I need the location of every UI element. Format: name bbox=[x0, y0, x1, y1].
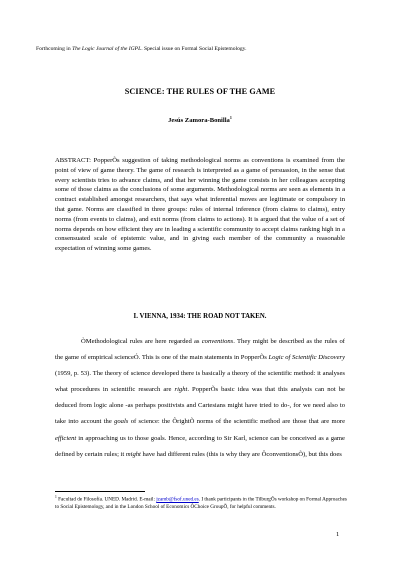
text-run: . PopperÕs basic idea was that this analysis can not be deduced from logic alone -as perhaps positivists and Cartesians might have tried to do-, for we need also to take into account the bbox=[55, 386, 345, 426]
text-run: (1959, p. 53). The theory of science developed there is basically a theory of the scientific method: it analyses what procedures in scientific research are bbox=[55, 370, 345, 394]
text-run: ÒMethodological rules are here regarded as bbox=[81, 338, 202, 345]
body-paragraph bbox=[55, 334, 345, 463]
book-title: Logic of Scientific Discovery bbox=[268, 354, 345, 362]
footnote-text: Facultad de Filosofía. UNED. Madrid. E-mail: bbox=[56, 496, 157, 503]
publication-note bbox=[36, 46, 366, 53]
section-heading: I. VIENNA, 1934: THE ROAD NOT TAKEN. bbox=[133, 313, 267, 320]
body-text bbox=[55, 334, 345, 463]
author-email-link[interactable]: jzamb@fsof.uned.es bbox=[156, 496, 199, 503]
text-run: of science: the ÔrightÕ norms of the scientific method are those that are more bbox=[128, 418, 345, 426]
emphasis: right bbox=[174, 386, 188, 394]
footnote-text: . I thank participants in the TilburgÕs workshop on Formal Approaches to Social Epistemology, and in the London School of Economics ÔChoice GroupÕ, for helpful comments. bbox=[55, 496, 347, 510]
emphasis: might bbox=[125, 450, 141, 458]
abstract: ABSTRACT: PopperÕs suggestion of taking methodological norms as conventions is examined from the point of view of game theory. The game of research is interpreted as a game of persuasion, in the sense that every scientists tries to advance claims, and that her winning the game consists in her colleagues accepting some of those claims as the conclusions of some arguments. Methodological norms are seen as elements in a contract established amongst researchers, that says what inferential moves are legitimate or compulsory in that game. Norms are classified in three groups: rules of internal inference (from claims to claims), entry norms (from events to claims), and exit norms (from claims to actions). It is argued that the value of a set of norms depends on how efficient they are in leading a scientific community to accept claims ranking high in a consensuated scale of epistemic value, and in giving each member of the community a reasonable expectation of winning some games. bbox=[55, 157, 345, 253]
emphasis: efficient bbox=[55, 434, 77, 442]
paper-title: SCIENCE: THE RULES OF THE GAME bbox=[124, 87, 276, 96]
footnote bbox=[55, 494, 347, 511]
author-line bbox=[0, 115, 400, 124]
text-run: . They might be described as the rules of the game of empirical scienceÓ. This is one of the main statements in PopperÕs bbox=[55, 338, 346, 362]
publication-note-suffix: . Special issue on Formal Social Epistemology. bbox=[141, 46, 247, 52]
footnote-divider bbox=[55, 491, 145, 492]
journal-name: The Logic Journal of the IGPL bbox=[72, 46, 142, 52]
emphasis: goals bbox=[114, 418, 129, 426]
footnote-mark: 1 bbox=[55, 495, 57, 499]
publication-note-prefix: Forthcoming in bbox=[36, 46, 73, 52]
emphasis: conventions bbox=[201, 338, 234, 345]
author-footnote-mark: 1 bbox=[229, 115, 232, 120]
author-name: Jesús Zamora-Bonilla bbox=[168, 117, 230, 125]
text-run: in approaching us to those goals. Hence, according to Sir Karl, science can be conceived as a game defined by certain rules; it bbox=[55, 434, 345, 458]
page-number: 1 bbox=[336, 531, 340, 538]
text-run: have had different rules (this is why they are ÔconventionsÕ), but this does bbox=[140, 450, 342, 458]
